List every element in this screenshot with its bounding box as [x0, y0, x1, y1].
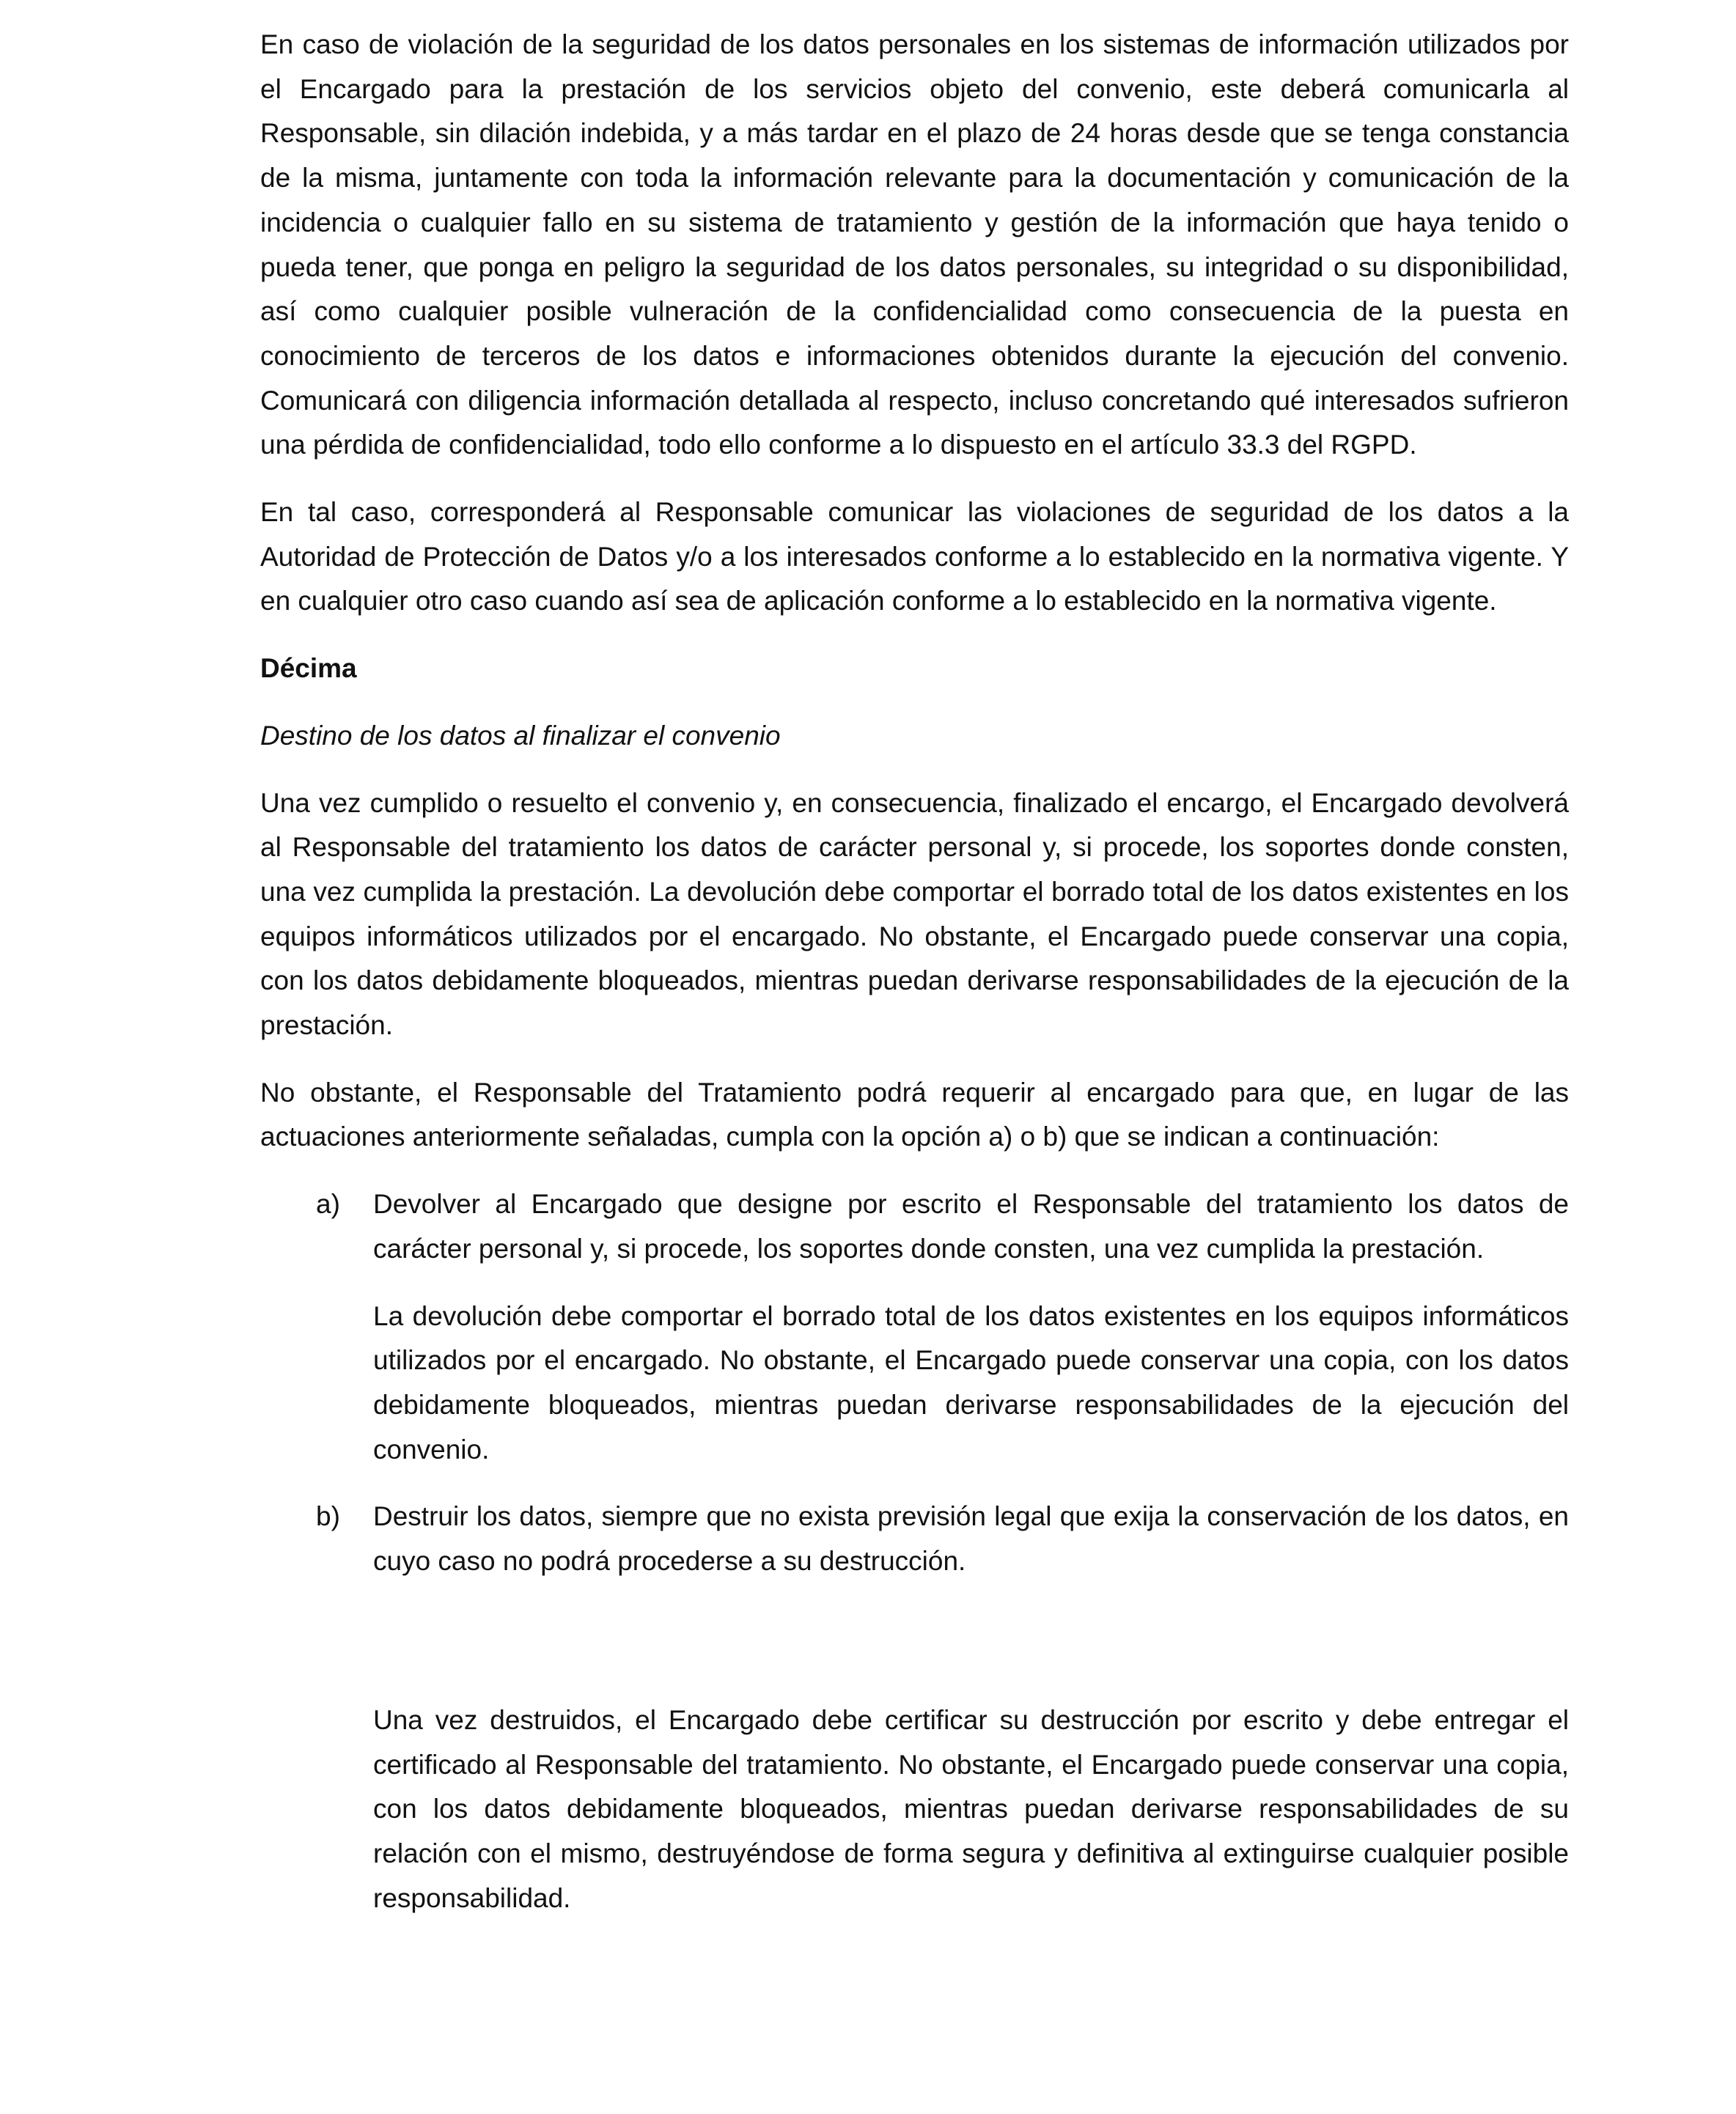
blank-space	[260, 1607, 1569, 1698]
clause-heading: Décima	[260, 653, 357, 684]
paragraph-security-breach: En caso de violación de la seguridad de los datos personales en los sistemas de información utilizados por el Encargado para la prestación de los servicios objeto del convenio, este deberá comunicarla al Responsable, sin dilación indebida, y a más tardar en el plazo de 24 horas desde que se tenga constancia de la misma, juntamente con toda la información relevante para la documentación y comunicación de la incidencia o cualquier fallo en su sistema de tratamiento y gestión de la información que haya tenido o pueda tener, que ponga en peligro la seguridad de los datos personales, su integridad o su disponibilidad, así como cualquier posible vulneración de la confidencialidad como consecuencia de la puesta en conocimiento de terceros de los datos e informaciones obtenidos durante la ejecución del convenio. Comunicará con diligencia información detallada al respecto, incluso concretando qué interesados sufrieron una pérdida de confidencialidad, todo ello conforme a lo dispuesto en el artículo 33.3 del RGPD.	[260, 29, 1569, 460]
list-marker-b: b)	[316, 1501, 340, 1532]
list-item-a	[260, 1182, 1569, 1271]
paragraph-data-return: Una vez cumplido o resuelto el convenio y, en consecuencia, finalizado el encargo, el Encargado devolverá al Responsable del tratamiento los datos de carácter personal y, si procede, los soportes donde consten, una vez cumplida la prestación. La devolución debe comportar el borrado total de los datos existentes en los equipos informáticos utilizados por el encargado. No obstante, el Encargado puede conservar una copia, con los datos debidamente bloqueados, mientras puedan derivarse responsabilidades de la ejecución de la prestación.	[260, 787, 1569, 1041]
paragraph-responsible-communication: En tal caso, corresponderá al Responsable comunicar las violaciones de seguridad de los datos a la Autoridad de Protección de Datos y/o a los interesados conforme a lo establecido en la normativa vigente. Y en cualquier otro caso cuando así sea de aplicación conforme a lo establecido en la normativa vigente.	[260, 497, 1569, 616]
document-page	[260, 23, 1569, 1943]
list-item-b-text: Destruir los datos, siempre que no exista previsión legal que exija la conservación de los datos, en cuyo caso no podrá procederse a su destrucción.	[373, 1501, 1569, 1577]
list-item-b	[260, 1495, 1569, 1583]
list-marker-a: a)	[316, 1189, 340, 1220]
list-item-b-detail: Una vez destruidos, el Encargado debe certificar su destrucción por escrito y debe entregar el certificado al Responsable del tratamiento. No obstante, el Encargado puede conservar una copia, con los datos debidamente bloqueados, mientras puedan derivarse responsabilidades de su relación con el mismo, destruyéndose de forma segura y definitiva al extinguirse cualquier posible responsabilidad.	[373, 1704, 1569, 1913]
list-item-a-detail: La devolución debe comportar el borrado total de los datos existentes en los equipos informáticos utilizados por el encargado. No obstante, el Encargado puede conservar una copia, con los datos debidamente bloqueados, mientras puedan derivarse responsabilidades de la ejecución del convenio.	[373, 1300, 1569, 1465]
clause-subheading: Destino de los datos al finalizar el convenio	[260, 720, 781, 751]
paragraph-options-intro: No obstante, el Responsable del Tratamiento podrá requerir al encargado para que, en lugar de las actuaciones anteriormente señaladas, cumpla con la opción a) o b) que se indican a continuación:	[260, 1077, 1569, 1152]
list-item-a-text: Devolver al Encargado que designe por escrito el Responsable del tratamiento los datos de carácter personal y, si procede, los soportes donde consten, una vez cumplida la prestación.	[373, 1189, 1569, 1264]
